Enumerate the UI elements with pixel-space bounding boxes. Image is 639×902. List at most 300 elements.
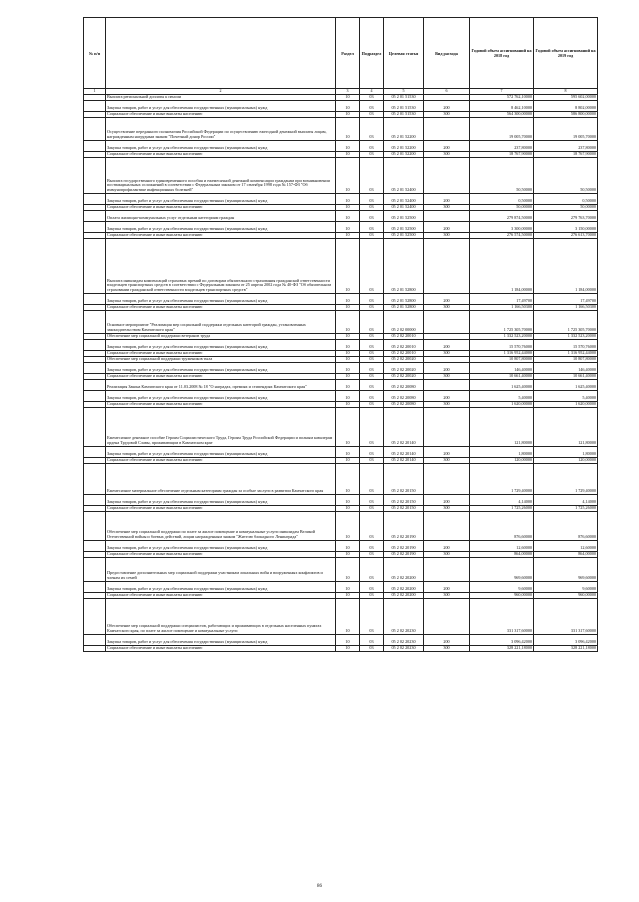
row-podrazdel: 03	[360, 152, 384, 158]
row-2018: 1 725 305,70000	[470, 311, 534, 334]
row-podrazdel: 03	[360, 305, 384, 311]
row-2019: 586 800,00000	[534, 112, 598, 118]
row-2018: 1 625,40000	[470, 380, 534, 391]
row-2019: 279 763,70000	[534, 211, 598, 222]
row-vid: 300	[424, 374, 470, 380]
row-2018: 328 221,18000	[470, 646, 534, 652]
row-vid: 200	[424, 294, 470, 305]
row-podrazdel: 03	[360, 294, 384, 305]
row-podrazdel: 03	[360, 311, 384, 334]
row-2019: 5,40000	[534, 391, 598, 402]
row-2018: 120,00000	[470, 458, 534, 464]
row-2018: 3 300,00000	[470, 222, 534, 233]
table-row	[84, 101, 598, 112]
table-row	[84, 391, 598, 402]
row-2018: 10 807,80000	[470, 357, 534, 363]
table-row	[84, 495, 598, 506]
row-name: Социальное обеспечение и иные выплаты населению	[106, 458, 336, 464]
row-target: 05 2 02 20010	[384, 340, 424, 351]
row-name: Закупка товаров, работ и услуг для обеспечения государственных (муниципальных) нужд	[106, 582, 336, 593]
row-2019: 1 725 305,70000	[534, 311, 598, 334]
table-row	[84, 464, 598, 495]
row-target: 05 2 02 20190	[384, 541, 424, 552]
row-2018: 19 005,70000	[470, 118, 534, 141]
row-podrazdel: 03	[360, 222, 384, 233]
row-vid: 200	[424, 141, 470, 152]
row-name: Социальное обеспечение и иные выплаты населению	[106, 351, 336, 357]
row-num	[84, 294, 106, 305]
row-vid: 300	[424, 552, 470, 558]
row-podrazdel: 03	[360, 380, 384, 391]
row-target: 05 2 01 52800	[384, 239, 424, 294]
row-num	[84, 101, 106, 112]
row-name: Выплата инвалидам компенсаций страховых премий по договорам обязательного страхования гражданской ответственности владельцев транспортных средств в соответствии с Федеральным законом от 25 апреля 2002 года № 40-ФЗ "Об обязательном страховании гражданской ответственности владельцев транспортных средств"	[106, 239, 336, 294]
row-vid: 300	[424, 506, 470, 512]
row-podrazdel: 03	[360, 541, 384, 552]
row-razdel: 10	[336, 380, 360, 391]
row-2019: 969,60000	[534, 558, 598, 582]
row-razdel: 10	[336, 552, 360, 558]
row-vid	[424, 211, 470, 222]
row-razdel: 10	[336, 447, 360, 458]
row-razdel: 10	[336, 101, 360, 112]
row-num	[84, 194, 106, 205]
row-name: Основное мероприятие "Реализация мер социальной поддержки отдельных категорий граждан, установленных законодательством Камчатского края"	[106, 311, 336, 334]
table-row	[84, 239, 598, 294]
row-2018: 279 874,50000	[470, 211, 534, 222]
row-2019: 146,40000	[534, 363, 598, 374]
row-2019: 1,80000	[534, 447, 598, 458]
row-name: Социальное обеспечение и иные выплаты населению	[106, 233, 336, 239]
table-row	[84, 211, 598, 222]
row-2018: 3 096,42000	[470, 635, 534, 646]
row-2019: 1 725,26000	[534, 506, 598, 512]
row-2019: 1 620,00000	[534, 402, 598, 408]
row-name: Обеспечение мер социальной поддержки тружеников тыла	[106, 357, 336, 363]
table-row	[84, 158, 598, 194]
header-vid: Вид расхода	[424, 18, 470, 89]
row-2018: 1 316 952,44000	[470, 351, 534, 357]
row-name: Закупка товаров, работ и услуг для обеспечения государственных (муниципальных) нужд	[106, 495, 336, 506]
row-podrazdel: 03	[360, 593, 384, 599]
row-podrazdel: 03	[360, 512, 384, 541]
row-target: 05 2 02 20200	[384, 582, 424, 593]
row-num	[84, 391, 106, 402]
row-podrazdel: 03	[360, 506, 384, 512]
row-2018: 5,40000	[470, 391, 534, 402]
row-razdel: 10	[336, 593, 360, 599]
row-2019: 328 221,18000	[534, 646, 598, 652]
row-vid	[424, 158, 470, 194]
row-num	[84, 311, 106, 334]
row-2019: 50,50000	[534, 158, 598, 194]
row-podrazdel: 03	[360, 458, 384, 464]
row-target: 05 2 02 20010	[384, 334, 424, 340]
row-2018: 960,00000	[470, 593, 534, 599]
table-row	[84, 194, 598, 205]
row-vid: 300	[424, 402, 470, 408]
row-razdel: 10	[336, 541, 360, 552]
table-row	[84, 512, 598, 541]
row-target: 05 2 02 20080	[384, 402, 424, 408]
row-2019: 121,80000	[534, 408, 598, 447]
row-target: 05 2 01 52400	[384, 158, 424, 194]
row-num	[84, 340, 106, 351]
row-num	[84, 495, 106, 506]
table-row	[84, 558, 598, 582]
row-name: Закупка товаров, работ и услуг для обеспечения государственных (муниципальных) нужд	[106, 222, 336, 233]
row-name: Социальное обеспечение и иные выплаты населению	[106, 205, 336, 211]
row-target: 05 2 01 51530	[384, 101, 424, 112]
row-2019: 17,49700	[534, 294, 598, 305]
row-2019: 50,00000	[534, 205, 598, 211]
row-razdel: 10	[336, 646, 360, 652]
header-target: Целевая статья	[384, 18, 424, 89]
row-target: 05 2 01 52200	[384, 118, 424, 141]
row-razdel: 10	[336, 374, 360, 380]
row-razdel: 10	[336, 357, 360, 363]
row-podrazdel: 03	[360, 340, 384, 351]
row-2019: 1 729,40000	[534, 464, 598, 495]
row-target: 05 2 02 20190	[384, 512, 424, 541]
row-podrazdel: 03	[360, 558, 384, 582]
row-razdel: 10	[336, 402, 360, 408]
table-row	[84, 340, 598, 351]
row-name: Закупка товаров, работ и услуг для обеспечения государственных (муниципальных) нужд	[106, 635, 336, 646]
row-2019: 864,00000	[534, 552, 598, 558]
row-2018: 17,49700	[470, 294, 534, 305]
row-name: Обеспечение мер социальной поддержки по плате за жилое помещение и коммунальные услуги инвалидам Великой Отечественной войны и боевых действий, лицам награжденным знаком "Жителю блокадного Ленинграда"	[106, 512, 336, 541]
budget-table	[83, 17, 598, 652]
table-row	[84, 447, 598, 458]
table-row	[84, 582, 598, 593]
row-name: Социальное обеспечение и иные выплаты населению	[106, 506, 336, 512]
row-podrazdel: 03	[360, 402, 384, 408]
row-2018: 4,14000	[470, 495, 534, 506]
row-2018: 10 661,40000	[470, 374, 534, 380]
row-target: 05 2 01 52800	[384, 294, 424, 305]
row-2018: 18 767,90000	[470, 152, 534, 158]
table-row	[84, 541, 598, 552]
row-podrazdel: 03	[360, 552, 384, 558]
row-target: 05 2 02 20150	[384, 495, 424, 506]
row-podrazdel: 03	[360, 357, 384, 363]
row-vid: 200	[424, 635, 470, 646]
table-row	[84, 222, 598, 233]
row-podrazdel: 03	[360, 194, 384, 205]
row-target: 05 2 01 52500	[384, 211, 424, 222]
col-number: 1	[84, 89, 106, 95]
row-target: 05 2 02 20140	[384, 458, 424, 464]
row-target: 05 2 02 20200	[384, 593, 424, 599]
row-podrazdel: 03	[360, 635, 384, 646]
row-2019: 15 570,76000	[534, 340, 598, 351]
row-podrazdel: 03	[360, 646, 384, 652]
table-row	[84, 599, 598, 635]
row-num	[84, 239, 106, 294]
row-2018: 1 725,26000	[470, 506, 534, 512]
row-podrazdel: 03	[360, 408, 384, 447]
row-name: Социальное обеспечение и иные выплаты населению	[106, 152, 336, 158]
row-razdel: 10	[336, 340, 360, 351]
row-num	[84, 363, 106, 374]
page-number: 86	[317, 884, 322, 889]
row-name: Закупка товаров, работ и услуг для обеспечения государственных (муниципальных) нужд	[106, 447, 336, 458]
row-2019: 8 802,00000	[534, 101, 598, 112]
row-2019: 9,60000	[534, 582, 598, 593]
row-name: Закупка товаров, работ и услуг для обеспечения государственных (муниципальных) нужд	[106, 541, 336, 552]
row-vid	[424, 512, 470, 541]
row-razdel: 10	[336, 205, 360, 211]
row-target: 05 2 02 20010	[384, 351, 424, 357]
row-name: Закупка товаров, работ и услуг для обеспечения государственных (муниципальных) нужд	[106, 141, 336, 152]
row-vid: 300	[424, 152, 470, 158]
row-podrazdel: 03	[360, 118, 384, 141]
row-2019: 876,60000	[534, 512, 598, 541]
row-vid: 200	[424, 541, 470, 552]
col-number: 7	[470, 89, 534, 95]
row-num	[84, 380, 106, 391]
row-name: Оплата жилищно-коммунальных услуг отдельным категориям граждан	[106, 211, 336, 222]
row-name: Ежемесячное денежное пособие Героям Социалистического Труда, Героям Труда Российской Федерации и полным кавалерам ордена Трудовой Славы, проживающим в Камчатском крае	[106, 408, 336, 447]
row-target: 05 2 02 20230	[384, 599, 424, 635]
row-2019: 276 613,70000	[534, 233, 598, 239]
row-2018: 331 317,60000	[470, 599, 534, 635]
row-razdel: 10	[336, 158, 360, 194]
row-razdel: 10	[336, 635, 360, 646]
table-row	[84, 141, 598, 152]
row-vid: 300	[424, 593, 470, 599]
row-razdel: 10	[336, 152, 360, 158]
row-podrazdel: 03	[360, 363, 384, 374]
row-2018: 876,60000	[470, 512, 534, 541]
row-razdel: 10	[336, 408, 360, 447]
row-num	[84, 447, 106, 458]
row-num	[84, 118, 106, 141]
row-2018: 572 762,10000	[470, 95, 534, 101]
row-podrazdel: 03	[360, 351, 384, 357]
row-razdel: 10	[336, 118, 360, 141]
row-2019: 4,14000	[534, 495, 598, 506]
row-vid: 300	[424, 305, 470, 311]
row-2019: 19 005,70000	[534, 118, 598, 141]
col-number: 5	[384, 89, 424, 95]
row-target: 05 2 01 52500	[384, 222, 424, 233]
row-podrazdel: 03	[360, 112, 384, 118]
row-num	[84, 541, 106, 552]
row-name: Социальное обеспечение и иные выплаты населению	[106, 305, 336, 311]
row-2018: 1 332 523,20000	[470, 334, 534, 340]
row-name: Социальное обеспечение и иные выплаты населению	[106, 374, 336, 380]
row-name: Социальное обеспечение и иные выплаты населению	[106, 646, 336, 652]
col-number: 6	[424, 89, 470, 95]
row-target: 05 2 01 52400	[384, 205, 424, 211]
row-2018: 121,80000	[470, 408, 534, 447]
row-razdel: 10	[336, 351, 360, 357]
row-vid: 200	[424, 447, 470, 458]
row-num	[84, 582, 106, 593]
row-target: 05 2 02 20020	[384, 357, 424, 363]
row-name: Закупка товаров, работ и услуг для обеспечения государственных (муниципальных) нужд	[106, 194, 336, 205]
row-podrazdel: 03	[360, 95, 384, 101]
row-name: Социальное обеспечение и иные выплаты населению	[106, 402, 336, 408]
row-target: 05 2 02 20150	[384, 506, 424, 512]
row-num	[84, 222, 106, 233]
row-razdel: 10	[336, 495, 360, 506]
row-razdel: 10	[336, 464, 360, 495]
row-podrazdel: 03	[360, 233, 384, 239]
row-vid	[424, 599, 470, 635]
row-name: Реализация Закона Камчатского края от 11.03.2008 № 18 "О наградах, премиях и стипендиях Камчатского края"	[106, 380, 336, 391]
row-2018: 1 166,50300	[470, 305, 534, 311]
table-row	[84, 294, 598, 305]
row-target: 05 2 02 20140	[384, 447, 424, 458]
row-target: 05 2 01 52200	[384, 152, 424, 158]
row-name: Закупка товаров, работ и услуг для обеспечения государственных (муниципальных) нужд	[106, 294, 336, 305]
row-podrazdel: 03	[360, 391, 384, 402]
row-razdel: 10	[336, 311, 360, 334]
row-num	[84, 211, 106, 222]
row-target: 05 2 01 52800	[384, 305, 424, 311]
row-name: Выплата региональной доплаты к пенсии	[106, 95, 336, 101]
row-target: 05 2 02 00000	[384, 311, 424, 334]
row-target: 05 2 01 51530	[384, 112, 424, 118]
row-target: 05 2 02 20020	[384, 374, 424, 380]
row-2018: 564 300,00000	[470, 112, 534, 118]
row-2019: 960,00000	[534, 593, 598, 599]
row-razdel: 10	[336, 222, 360, 233]
row-target: 05 2 02 20230	[384, 646, 424, 652]
row-razdel: 10	[336, 391, 360, 402]
row-target: 05 2 02 20080	[384, 391, 424, 402]
row-razdel: 10	[336, 194, 360, 205]
table-body	[84, 95, 598, 652]
row-2019: 1 316 952,44000	[534, 351, 598, 357]
row-podrazdel: 03	[360, 211, 384, 222]
col-number: 8	[534, 89, 598, 95]
row-razdel: 10	[336, 558, 360, 582]
col-number: 2	[106, 89, 336, 95]
row-podrazdel: 03	[360, 101, 384, 112]
row-num	[84, 512, 106, 541]
row-podrazdel: 03	[360, 464, 384, 495]
row-podrazdel: 03	[360, 205, 384, 211]
table-header-row	[84, 18, 598, 89]
row-vid: 200	[424, 101, 470, 112]
row-vid	[424, 118, 470, 141]
row-podrazdel: 03	[360, 141, 384, 152]
row-num	[84, 158, 106, 194]
row-2019: 595 602,00000	[534, 95, 598, 101]
col-number: 3	[336, 89, 360, 95]
table-row	[84, 363, 598, 374]
table-row	[84, 311, 598, 334]
row-razdel: 10	[336, 233, 360, 239]
row-podrazdel: 03	[360, 158, 384, 194]
row-target: 05 2 02 20080	[384, 380, 424, 391]
row-vid: 300	[424, 205, 470, 211]
header-razdel: Раздел	[336, 18, 360, 89]
row-num	[84, 646, 106, 652]
row-target: 05 2 01 52400	[384, 194, 424, 205]
row-2018: 1 184,00000	[470, 239, 534, 294]
row-podrazdel: 03	[360, 582, 384, 593]
table-row	[84, 646, 598, 652]
header-podrazdel: Подраздел	[360, 18, 384, 89]
row-2018: 969,60000	[470, 558, 534, 582]
row-razdel: 10	[336, 95, 360, 101]
row-razdel: 10	[336, 239, 360, 294]
row-name: Обеспечение мер социальной поддержки ветеранов труда	[106, 334, 336, 340]
row-vid	[424, 464, 470, 495]
row-podrazdel: 03	[360, 374, 384, 380]
row-vid: 200	[424, 222, 470, 233]
row-2018: 12,60000	[470, 541, 534, 552]
row-podrazdel: 03	[360, 599, 384, 635]
row-vid: 300	[424, 233, 470, 239]
row-2019: 18 767,90000	[534, 152, 598, 158]
header-2018: Годовой объем ассигнований на 2018 год	[470, 18, 534, 89]
row-razdel: 10	[336, 305, 360, 311]
row-2019: 1 166,50300	[534, 305, 598, 311]
row-2018: 50,00000	[470, 205, 534, 211]
row-2019: 1 184,00000	[534, 239, 598, 294]
row-name: Закупка товаров, работ и услуг для обеспечения государственных (муниципальных) нужд	[106, 391, 336, 402]
table-row	[84, 408, 598, 447]
row-2018: 50,50000	[470, 158, 534, 194]
row-vid: 300	[424, 458, 470, 464]
row-razdel: 10	[336, 294, 360, 305]
table-row	[84, 118, 598, 141]
row-2018: 237,80000	[470, 141, 534, 152]
header-2019: Годовой объем ассигнований на 2019 год	[534, 18, 598, 89]
row-razdel: 10	[336, 506, 360, 512]
row-num	[84, 599, 106, 635]
row-target: 05 2 02 20020	[384, 363, 424, 374]
row-podrazdel: 03	[360, 334, 384, 340]
row-vid	[424, 408, 470, 447]
row-target: 05 2 02 20200	[384, 558, 424, 582]
row-name: Осуществление переданного полномочия Российской Федерации по осуществлению ежегодной денежной выплаты лицам, награжденным нагрудным знаком "Почетный донор России"	[106, 118, 336, 141]
row-2019: 1 332 523,20000	[534, 334, 598, 340]
row-2018: 1 729,40000	[470, 464, 534, 495]
row-razdel: 10	[336, 363, 360, 374]
row-vid: 300	[424, 112, 470, 118]
row-2019: 10 661,40000	[534, 374, 598, 380]
row-name: Социальное обеспечение и иные выплаты населению	[106, 552, 336, 558]
row-target: 05 2 02 20190	[384, 552, 424, 558]
row-2019: 120,00000	[534, 458, 598, 464]
row-num	[84, 464, 106, 495]
row-2019: 10 807,80000	[534, 357, 598, 363]
row-2018: 9,60000	[470, 582, 534, 593]
col-number: 4	[360, 89, 384, 95]
row-razdel: 10	[336, 334, 360, 340]
row-name: Социальное обеспечение и иные выплаты населению	[106, 112, 336, 118]
row-podrazdel: 03	[360, 495, 384, 506]
row-name: Обеспечение мер социальной поддержки специалистов, работающих и проживающих в отдельных населенных пунктах Камчатского края, по плате за жилое помещение и коммунальные услуги	[106, 599, 336, 635]
row-2019: 0,50000	[534, 194, 598, 205]
row-razdel: 10	[336, 599, 360, 635]
row-target: 05 2 02 20150	[384, 464, 424, 495]
row-razdel: 10	[336, 582, 360, 593]
row-target: 05 2 02 20140	[384, 408, 424, 447]
row-vid: 200	[424, 391, 470, 402]
row-2019: 3 150,00000	[534, 222, 598, 233]
row-name: Социальное обеспечение и иные выплаты населению	[106, 593, 336, 599]
row-2018: 15 570,76000	[470, 340, 534, 351]
row-num	[84, 635, 106, 646]
